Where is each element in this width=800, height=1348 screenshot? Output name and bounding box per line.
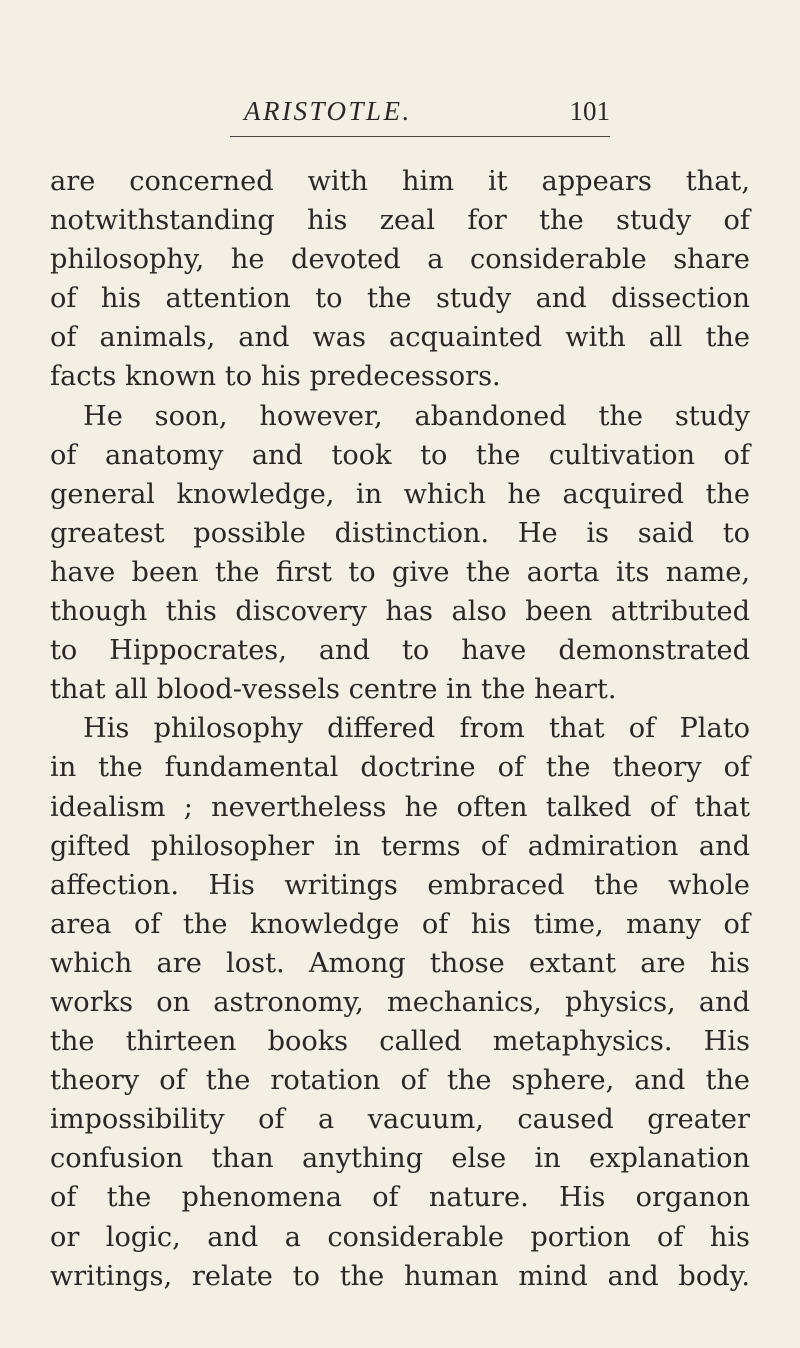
text-line: philosophy, he devoted a considerable share [50, 244, 750, 276]
text-line: of his attention to the study and dissection [50, 283, 750, 315]
text-line: the thirteen books called metaphysics. His [50, 1026, 750, 1058]
text-line: of animals, and was acquainted with all the [50, 322, 750, 354]
text-line: of anatomy and took to the cultivation of [50, 439, 750, 471]
text-line: though this discovery has also been attributed [50, 596, 750, 628]
text-line: general knowledge, in which he acquired the [50, 478, 750, 510]
text-line: are concerned with him it appears that, [50, 166, 750, 197]
text-line: or logic, and a considerable portion of his [50, 1221, 750, 1253]
text-line: He soon, however, abandoned the study [83, 400, 750, 432]
text-line: theory of the rotation of the sphere, and the [50, 1065, 750, 1097]
text-line: writings, relate to the human mind and body. [50, 1260, 750, 1292]
text-line: His philosophy differed from that of Plato [83, 713, 750, 745]
text-line: have been the first to give the aorta its name, [50, 556, 750, 588]
text-line: works on astronomy, mechanics, physics, and [50, 986, 750, 1018]
page-number: 101 [569, 96, 610, 126]
text-line: area of the knowledge of his time, many of [50, 908, 750, 940]
text-line: in the fundamental doctrine of the theory of [50, 752, 750, 784]
text-line: which are lost. Among those extant are his [50, 947, 750, 979]
text-line: facts known to his predecessors. [50, 361, 501, 393]
body-text [50, 162, 750, 1296]
text-line: that all blood-vessels centre in the heart. [50, 674, 617, 706]
header-rule [230, 136, 610, 137]
text-line: of the phenomena of nature. His organon [50, 1182, 750, 1214]
page-header [230, 90, 610, 140]
text-line: greatest possible distinction. He is said to [50, 517, 750, 549]
text-line: notwithstanding his zeal for the study of [50, 205, 750, 237]
text-line: impossibility of a vacuum, caused greater [50, 1104, 750, 1136]
text-line: affection. His writings embraced the whole [50, 869, 750, 901]
text-line: gifted philosopher in terms of admiration and [50, 830, 750, 862]
running-title: ARISTOTLE. [244, 96, 412, 126]
text-line: confusion than anything else in explanation [50, 1143, 750, 1175]
text-line: idealism ; nevertheless he often talked of that [50, 791, 750, 823]
text-line: to Hippocrates, and to have demonstrated [50, 635, 750, 667]
